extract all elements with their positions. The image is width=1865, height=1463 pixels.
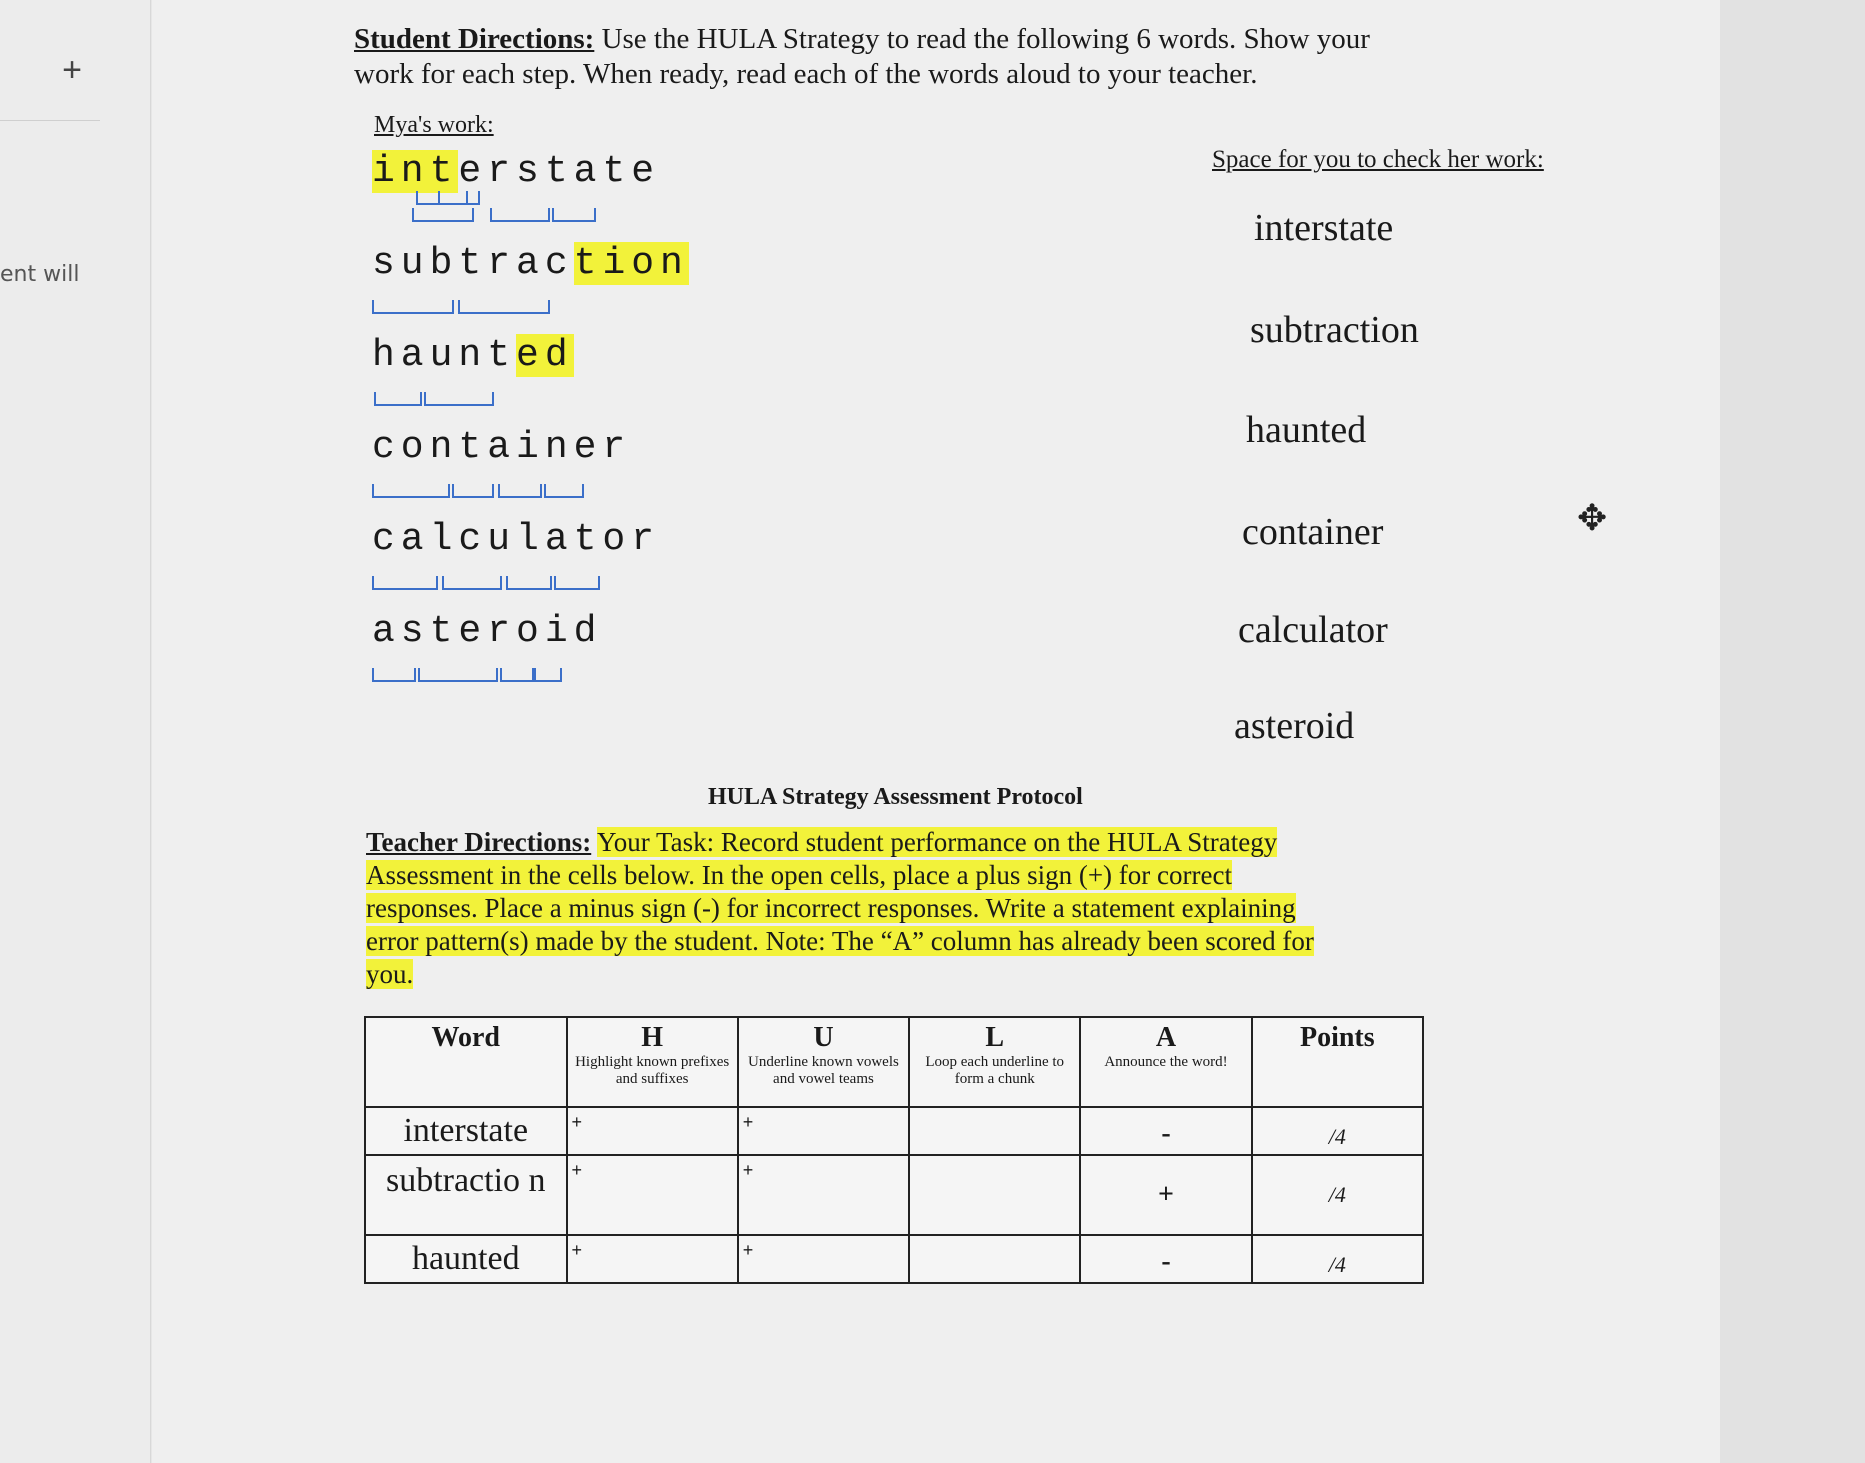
- table-row: [365, 1235, 1423, 1283]
- header-h-desc: Highlight known prefixes and suffixes: [575, 1054, 730, 1087]
- check-word-calculator: calculator: [1238, 609, 1388, 651]
- header-a: [1080, 1017, 1251, 1107]
- teacher-directions-line-3: responses. Place a minus sign (-) for incorrect responses. Write a statement explaining: [366, 893, 1296, 923]
- row-word: haunted: [365, 1235, 567, 1283]
- student-directions-label: Student Directions:: [354, 23, 595, 55]
- header-u-desc: Underline known vowels and vowel teams: [748, 1054, 899, 1087]
- teacher-directions-line-1: Your Task: Record student performance on the HULA Strategy: [596, 827, 1278, 857]
- move-cursor-icon: ✥: [1577, 498, 1608, 539]
- mya-word-haunted: haunted: [372, 334, 574, 394]
- check-word-interstate: interstate: [1254, 207, 1394, 249]
- mya-word-interstate: int erst ate: [372, 150, 660, 210]
- side-panel-text: ent will: [0, 262, 80, 287]
- row-a-cell: -: [1080, 1235, 1251, 1283]
- hula-assessment-table: [364, 1016, 1424, 1284]
- document-page: [152, 0, 1722, 1463]
- header-h: [567, 1017, 738, 1107]
- teacher-directions-line-5: you.: [366, 959, 414, 989]
- row-points: /4: [1252, 1107, 1423, 1155]
- check-word-haunted: haunted: [1246, 409, 1367, 451]
- header-l-letter: L: [985, 1022, 1005, 1053]
- row-word: interstate: [365, 1107, 567, 1155]
- check-space-label: Space for you to check her work:: [1212, 146, 1544, 173]
- row-u-cell[interactable]: +: [738, 1155, 909, 1235]
- teacher-directions-line-4: error pattern(s) made by the student. Note: The “A” column has already been scored for: [366, 926, 1314, 956]
- row-u-cell[interactable]: +: [738, 1235, 909, 1283]
- row-word: subtractio n: [365, 1155, 567, 1235]
- add-button[interactable]: +: [62, 51, 82, 89]
- mya-word-asteroid: asteroid: [372, 610, 602, 670]
- row-l-cell[interactable]: [909, 1155, 1080, 1235]
- row-h-cell[interactable]: +: [567, 1235, 738, 1283]
- teacher-directions-label: Teacher Directions:: [366, 827, 592, 857]
- row-h-cell[interactable]: +: [567, 1107, 738, 1155]
- mya-word-container: container: [372, 426, 631, 486]
- row-l-cell[interactable]: [909, 1235, 1080, 1283]
- student-directions-text-1: Use the HULA Strategy to read the following 6 words. Show your: [601, 23, 1370, 55]
- student-directions: [354, 22, 1654, 92]
- header-a-desc: Announce the word!: [1104, 1054, 1228, 1070]
- table-row: [365, 1107, 1423, 1155]
- side-panel: [0, 0, 151, 1463]
- mya-work-label: Mya's work:: [374, 112, 494, 138]
- header-word: Word: [365, 1017, 567, 1107]
- check-word-asteroid: asteroid: [1234, 705, 1355, 747]
- row-u-cell[interactable]: +: [738, 1107, 909, 1155]
- table-header-row: [365, 1017, 1423, 1107]
- mya-word-subtraction: subtraction: [372, 242, 689, 302]
- header-u-letter: U: [813, 1022, 834, 1053]
- row-h-cell[interactable]: +: [567, 1155, 738, 1235]
- panel-divider: [0, 120, 100, 121]
- teacher-directions-line-2: Assessment in the cells below. In the open cells, place a plus sign (+) for correct: [366, 860, 1232, 890]
- header-a-letter: A: [1155, 1022, 1177, 1053]
- row-points: /4: [1252, 1155, 1423, 1235]
- teacher-directions: [366, 826, 1566, 991]
- row-a-cell: -: [1080, 1107, 1251, 1155]
- protocol-title: HULA Strategy Assessment Protocol: [708, 784, 1083, 810]
- row-points: /4: [1252, 1235, 1423, 1283]
- check-word-subtraction: subtraction: [1250, 309, 1419, 351]
- student-directions-text-2: work for each step. When ready, read each of the words aloud to your teacher.: [354, 58, 1258, 90]
- row-l-cell[interactable]: [909, 1107, 1080, 1155]
- header-l-desc: Loop each underline to form a chunk: [925, 1054, 1065, 1087]
- page-edge: [1720, 0, 1865, 1463]
- header-h-letter: H: [641, 1022, 664, 1053]
- table-row: [365, 1155, 1423, 1235]
- header-u: [738, 1017, 909, 1107]
- mya-word-calculator: calculator: [372, 518, 660, 578]
- row-a-cell: +: [1080, 1155, 1251, 1235]
- header-points: Points: [1252, 1017, 1423, 1107]
- check-word-container: container: [1242, 511, 1384, 553]
- header-l: [909, 1017, 1080, 1107]
